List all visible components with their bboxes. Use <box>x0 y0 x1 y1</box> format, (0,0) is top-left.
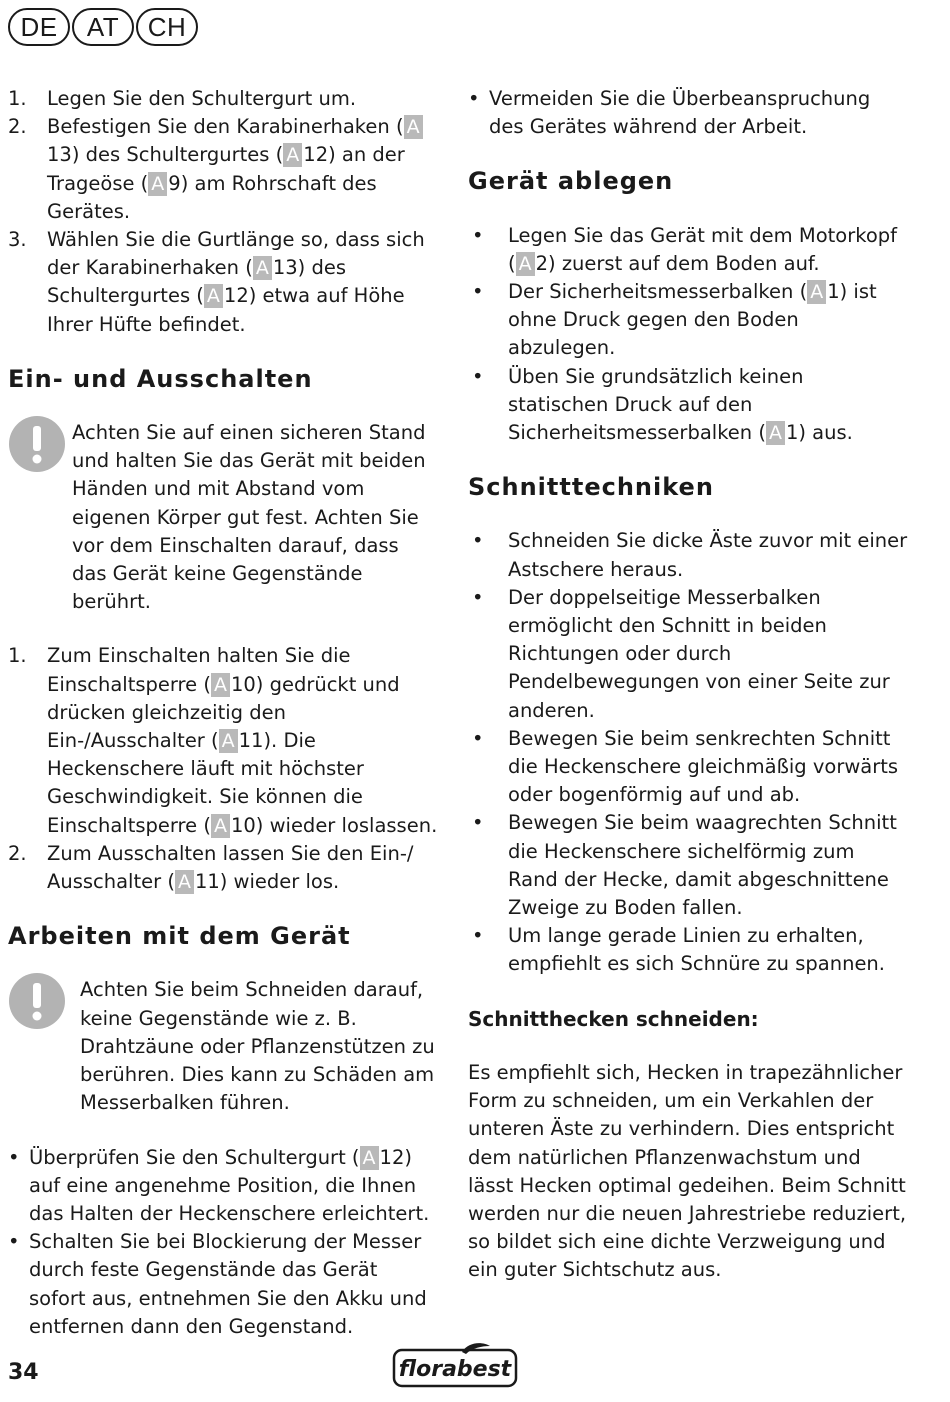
warning-text: Achten Sie beim Schneiden darauf, keine Gegenstände wie z. B. Drahtzäune oder Pflanzenstützen zu berühren. Dies kann zu Schäden am Messerbalken führen. <box>80 978 435 1115</box>
figure-reference-badge: A <box>219 729 238 753</box>
figure-reference-badge: A <box>148 172 167 196</box>
switching-steps <box>8 642 438 896</box>
warning-text: Achten Sie auf einen sicheren Stand und halten Sie das Gerät mit beiden Händen und mit Abstand vom eigenen Körper gut fest. Achten Sie vor dem Einschalten darauf, dass das Gerät keine Gegenstände berührt. <box>72 421 426 614</box>
country-at: AT <box>72 8 134 46</box>
page-number: 34 <box>8 1360 39 1385</box>
step-item <box>8 840 438 896</box>
step-number: 1. <box>8 644 27 668</box>
hedges-paragraph: Es empfiehlt sich, Hecken in trapezähnlicher Form zu schneiden, um ein Verkahlen der unteren Äste zu verhindern. Dies entspricht dem natürlichen Pflanzenwachstum und lässt Hecken optimal gedeihen. Beim Schnitt werden nur die neuen Jahrestriebe reduziert, so bildet sich eine dichte Verzweigung und ein guter Sichtschutz aus. <box>468 1060 907 1282</box>
step-number: 2. <box>8 841 27 865</box>
bullet-item: • Überprüfen Sie den Schultergurt ( A 12) auf eine angenehme Position, die Ihnen das Halten der Heckenschere erleichtert. <box>8 1145 430 1225</box>
section-heading-laying-down: Gerät ablegen <box>468 167 674 196</box>
subheading-hedges: Schnitthecken schneiden: <box>468 1006 759 1031</box>
section-heading-switching: Ein- und Ausschalten <box>8 364 313 393</box>
step-item <box>8 226 438 339</box>
florabest-logo <box>392 1342 518 1388</box>
laying-down-bullets <box>468 222 908 448</box>
bullet-text: Schneiden Sie dicke Äste zuvor mit einer Astschere heraus. <box>508 529 908 581</box>
warning-block <box>8 419 438 616</box>
bullet-item: • Der doppelseitige Messerbalken ermöglicht den Schnitt in beiden Richtungen oder durch Pendelbewegungen von einer Seite zur anderen. <box>472 585 890 722</box>
figure-reference-badge: A <box>766 421 785 445</box>
warning-exclamation-icon <box>8 972 66 1030</box>
working-bullets <box>8 1144 438 1341</box>
figure-reference-badge: A <box>516 252 535 276</box>
step-number: 1. <box>8 87 27 110</box>
step-text: Zum Einschalten halten Sie die Einschaltsperre ( A 10) gedrückt und drücken gleichzeitig den Ein-/Ausschalter ( A 11). Die Heckenschere läuft mit höchster Geschwindigkeit. Sie können die Einschaltsperre ( A 10) wieder loslassen. <box>47 644 438 837</box>
figure-reference-badge: A <box>175 870 194 894</box>
step-item <box>8 85 438 113</box>
bullet-text: Der Sicherheitsmesserbalken ( A 1) ist ohne Druck gegen den Boden abzulegen. <box>508 280 877 360</box>
country-de: DE <box>8 8 70 46</box>
country-codes <box>8 8 198 46</box>
bullet-text: Legen Sie das Gerät mit dem Motorkopf ( A 2) zuerst auf dem Boden auf. <box>508 223 897 275</box>
bullet-item: • Bewegen Sie beim waagrechten Schnitt die Heckenschere sichelförmig zum Rand der Hecke, damit abgeschnittene Zweige zu Boden fallen. <box>472 811 897 920</box>
left-column <box>8 85 438 1341</box>
bullet-item: • Um lange gerade Linien zu erhalten, empfiehlt es sich Schnüre zu spannen. <box>472 924 885 976</box>
figure-reference-badge: A <box>253 256 272 280</box>
figure-reference-badge: A <box>360 1146 379 1170</box>
bullet-item: • Legen Sie das Gerät mit dem Motorkopf ( A 2) zuerst auf dem Boden auf. <box>472 223 897 275</box>
bullet-item: • Üben Sie grundsätzlich keinen statischen Druck auf den Sicherheitsmesserbalken ( A 1) aus. <box>472 364 853 445</box>
mounting-steps <box>8 85 438 339</box>
step-text: Legen Sie den Schultergurt um. <box>47 87 357 110</box>
step-number: 2. <box>8 115 27 139</box>
step-item <box>8 113 438 226</box>
figure-reference-badge: A <box>204 284 223 308</box>
cutting-bullets <box>468 527 908 978</box>
bullet-text: Bewegen Sie beim waagrechten Schnitt die Heckenschere sichelförmig zum Rand der Hecke, damit abgeschnittene Zweige zu Boden fallen. <box>508 811 897 920</box>
step-text: Wählen Sie die Gurtlänge so, dass sich der Karabinerhaken ( A 13) des Schultergurtes ( A 12) etwa auf Höhe Ihrer Hüfte befindet. <box>47 228 425 336</box>
bullet-item: • Der Sicherheitsmesserbalken ( A 1) ist ohne Druck gegen den Boden abzulegen. <box>472 280 877 360</box>
step-text: Zum Ausschalten lassen Sie den Ein-/ Ausschalter ( A 11) wieder los. <box>47 841 414 894</box>
bullet-text: Üben Sie grundsätzlich keinen statischen Druck auf den Sicherheitsmesserbalken ( A 1) aus. <box>508 364 853 445</box>
bullet-text: Überprüfen Sie den Schultergurt ( A 12) auf eine angenehme Position, die Ihnen das Halten der Heckenschere erleichtert. <box>29 1145 430 1225</box>
section-heading-working: Arbeiten mit dem Gerät <box>8 922 351 951</box>
bullet-item: • Schneiden Sie dicke Äste zuvor mit einer Astschere heraus. <box>472 529 908 581</box>
figure-reference-badge: A <box>211 673 230 697</box>
bullet-text: Um lange gerade Linien zu erhalten, empfiehlt es sich Schnüre zu spannen. <box>508 924 885 976</box>
figure-reference-badge: A <box>211 814 230 838</box>
bullet-text: Schalten Sie bei Blockierung der Messer durch feste Gegenstände das Gerät sofort aus, entnehmen Sie den Akku und entfernen dann den Gegenstand. <box>29 1230 427 1338</box>
section-heading-cutting-techniques: Schnitttechniken <box>468 473 714 502</box>
bullet-text: Bewegen Sie beim senkrechten Schnitt die Heckenschere gleichmäßig vorwärts oder bogenförmig auf und ab. <box>508 726 899 807</box>
figure-reference-badge: A <box>807 280 826 304</box>
warning-exclamation-icon <box>8 415 66 473</box>
bullet-item: • Vermeiden Sie die Überbeanspruchung des Gerätes während der Arbeit. <box>468 87 871 139</box>
figure-reference-badge: A <box>283 143 302 167</box>
step-item <box>8 642 438 839</box>
bullet-text: Der doppelseitige Messerbalken ermöglicht den Schnitt in beiden Richtungen oder durch Pendelbewegungen von einer Seite zur anderen. <box>508 585 890 722</box>
logo-text: florabest <box>398 1357 512 1382</box>
step-number: 3. <box>8 228 27 252</box>
right-column <box>468 85 908 1285</box>
bullet-text: Vermeiden Sie die Überbeanspruchung des Gerätes während der Arbeit. <box>489 87 871 139</box>
figure-reference-badge: A <box>404 115 423 139</box>
overload-bullet <box>468 85 908 141</box>
bullet-item: • Schalten Sie bei Blockierung der Messer durch feste Gegenstände das Gerät sofort aus, entnehmen Sie den Akku und entfernen dann den Gegenstand. <box>8 1230 427 1338</box>
warning-block <box>8 976 438 1117</box>
step-text: Befestigen Sie den Karabinerhaken ( A13) des Schultergurtes ( A 12) an der Trageöse ( A 9) am Rohrschaft des Gerätes. <box>47 115 424 223</box>
country-ch: CH <box>136 8 198 46</box>
bullet-item: • Bewegen Sie beim senkrechten Schnitt die Heckenschere gleichmäßig vorwärts oder bogenförmig auf und ab. <box>472 726 899 807</box>
